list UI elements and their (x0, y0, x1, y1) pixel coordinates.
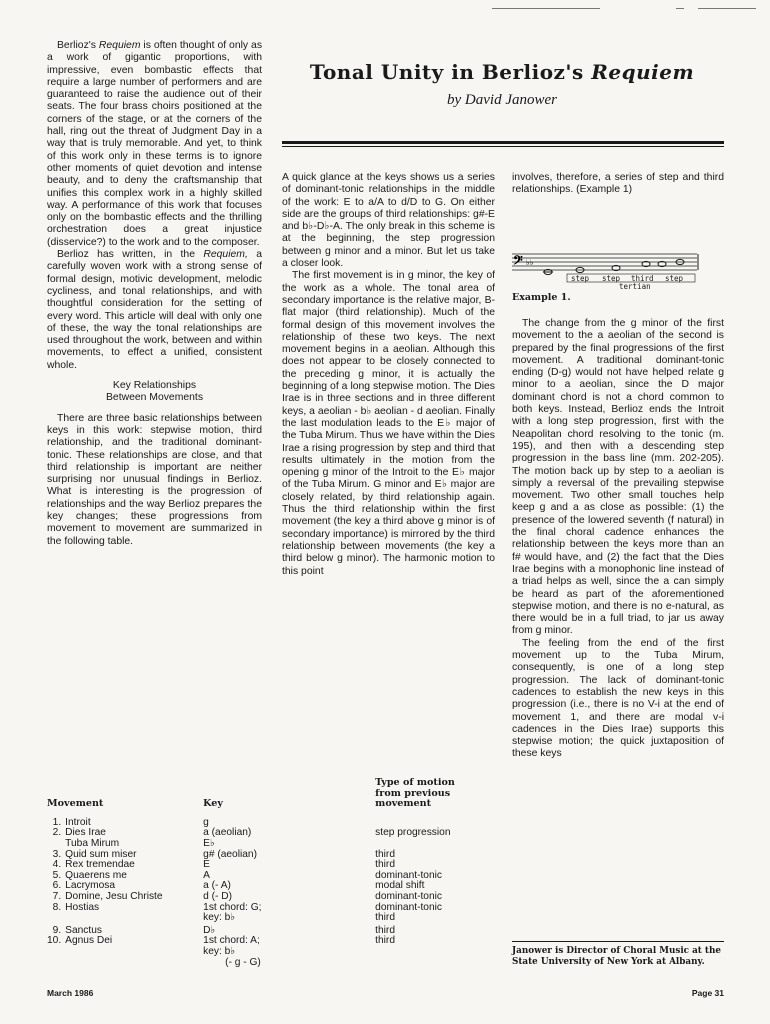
example-label: step (571, 274, 590, 283)
top-rule (676, 8, 684, 9)
column-right (512, 172, 724, 197)
table-row: 5. Quaerens me A dominant-tonic (52, 869, 442, 881)
flat-icon: ♭♭ (526, 258, 534, 267)
table-row: 9. Sanctus D♭ third (52, 924, 395, 936)
bass-clef-icon: 𝄢 (513, 253, 523, 271)
footer-page-number: Page 31 (691, 988, 724, 998)
top-rule (492, 8, 600, 9)
table-row: 4. Rex tremendae E third (52, 859, 395, 871)
title-rule-thin (282, 146, 724, 147)
key-table (47, 778, 477, 968)
header-motion: Type of motion from previous movement (375, 777, 455, 810)
table-header-row (47, 778, 477, 818)
article-title: Tonal Unity in Berlioz's Requiem (309, 60, 695, 84)
table-row: Tuba Mirum E♭ (65, 837, 215, 849)
section-heading: Key Relationships Between Movements (105, 380, 204, 404)
table-row: 10. Agnus Dei 1st chord: A; third (47, 935, 395, 947)
paragraph: A quick glance at the keys shows us a series of dominant-tonic relationships in the middle of the work: E to a/A to d/D to G. On either side are the groups of third relationships: g#-E and b♭-D♭-A. The only break in this scheme is at the beginning, the step progression between g minor and a minor. But let us take a closer look. (282, 172, 495, 270)
paragraph: involves, therefore, a series of step and third relationships. (Example 1) (512, 172, 724, 196)
paragraph: The feeling from the end of the first movement up to the Tuba Mirum, consequently, is one of a long step progression. The lack of dominant-tonic cadences to establish the new keys in this progression (i.e., there is no V-i at the end of movement 1, and there are modal v-i cadences in the Dies Irae) supports this stepwise motion; the quick juxtaposition of these keys (512, 637, 724, 760)
column-right-continued (512, 318, 724, 761)
table-row: key: b♭ third (203, 912, 395, 924)
paragraph: The change from the g minor of the first movement to the a aeolian of the second is prepared by the final progressions of the first movement. A traditional dominant-tonic ending (D-g) would not have helped relate g minor to a aeolian, since the D major dominant chord is not a chord common to both keys. Instead, Berlioz ends the Introit with a long step progression, first with the Neapolitan chord resolving to the tonic (m. 195), and then with a descending step progression in the bass line (mm. 202-205). The motion back up by step to a aeolian is simply a reversal of the prevailing stepwise movement. Two other small touches help keep g and a as close as possible: (1) the presence of the lowered seventh (f natural) in the final choral cadence enhances the relationship between the keys more than an f# would have, and (2) the fact that the Dies Irae begins with a monophonic line instead of a triad helps as well, since the a can simply be heard as part of the aforementioned stepwise motion, and there is no e-natural, as there would be in a full triad, to jar us away from g minor. (512, 318, 724, 637)
table-row: key: b♭ (203, 945, 236, 957)
header-movement: Movement (47, 798, 104, 810)
example-label: step (602, 274, 621, 283)
column-left (47, 40, 262, 548)
column-middle (282, 172, 495, 578)
table-row: 2. Dies Irae a (aeolian) step progression (52, 827, 451, 839)
paragraph: The first movement is in g minor, the key of the work as a whole. The tonal area of secondary importance is the relative major, B-flat major (third relationship). Much of the formal design of this movement involves the relationship of these two keys. The next movement begins in a aeolian. Although this does not appear to be closely connected to the preceding g minor, it is actually the beginning of a long stepwise motion. The Dies Irae is in three sections and in three different keys, a aeolian - b♭ aeolian - d aeolian. Finally the last modulation leads to the E♭ major of the Tuba Mirum. Thus we have within the Dies Irae a rising progression by step and third that results ultimately in the motion from the opening g minor of the Introit to the E♭ major of the Tuba Mirum. G minor and E♭ major are closely related, by third relationship again. Thus the third relationship within the first movement (the key a third above g minor is of secondary importance) is mirrored by the third relationship between movements (the key a third below g minor). The harmonic motion to this point (282, 270, 495, 577)
header-key: Key (203, 798, 223, 810)
example-label: step (665, 274, 684, 283)
music-example (512, 250, 702, 290)
paragraph: Berlioz's Requiem is often thought of only as a work of gigantic proportions, with impressive, even bombastic effects that require a large number of performers and are guaranteed to raise the audience out of their seats. The four brass choirs positioned at the corners of the stage, or at the corners of the hall, ring out the threat of Judgment Day in a way that is truly memorable. And yet, to think of this work only in these terms is to ignore other moments of quiet devotion and intense beauty, and to deny the craftsmanship that unifies this complex work in a highly skilled way. A performance of this work that focuses only on the bombastic effects and the thrilling orchestration does a great injustice (disservice?) to the work and to the composer. (47, 40, 263, 248)
paragraph: There are three basic relationships between keys in this work: stepwise motion, third relationship, and the traditional dominant-tonic. These relationships are close, and that third relationship is important are neither surprising nor unusual findings in Berlioz. What is interesting is the progression of relationships and the way Berlioz prepares the key changes; these progressions from movement to movement are summarized in the following table. (47, 412, 262, 547)
table-row: (- g - G) (225, 956, 261, 968)
byline: by David Janower (447, 92, 557, 108)
example-label: third (631, 274, 654, 283)
table-row: 8. Hostias 1st chord: G; dominant-tonic (52, 901, 442, 913)
paragraph: Berlioz has written, in the Requiem, a carefully woven work with a strong sense of formal design, motivic development, melodic cycliness, and tonal relationships, and with thoughtful consideration for the setting of every word. This article will deal with only one of these, the way the tonal relationships are used throughout the work, between and within movements, to effect a unified, consistent whole. (47, 249, 263, 371)
title-rule (282, 141, 724, 144)
example-caption: Example 1. (512, 292, 571, 303)
table-row: 7. Domine, Jesu Christe d (- D) dominant-tonic (52, 890, 442, 902)
table-row: 6. Lacrymosa a (- A) modal shift (52, 880, 425, 892)
footer-date: March 1986 (47, 988, 94, 998)
example-sublabel: tertian (619, 282, 651, 290)
top-rule (698, 8, 756, 9)
table-row: 1. Introit g (52, 816, 209, 828)
table-row: 3. Quid sum miser g# (aeolian) third (52, 848, 395, 860)
note-rule (512, 941, 724, 942)
author-note: Janower is Director of Choral Music at the State University of New York at Albany. (512, 946, 721, 967)
